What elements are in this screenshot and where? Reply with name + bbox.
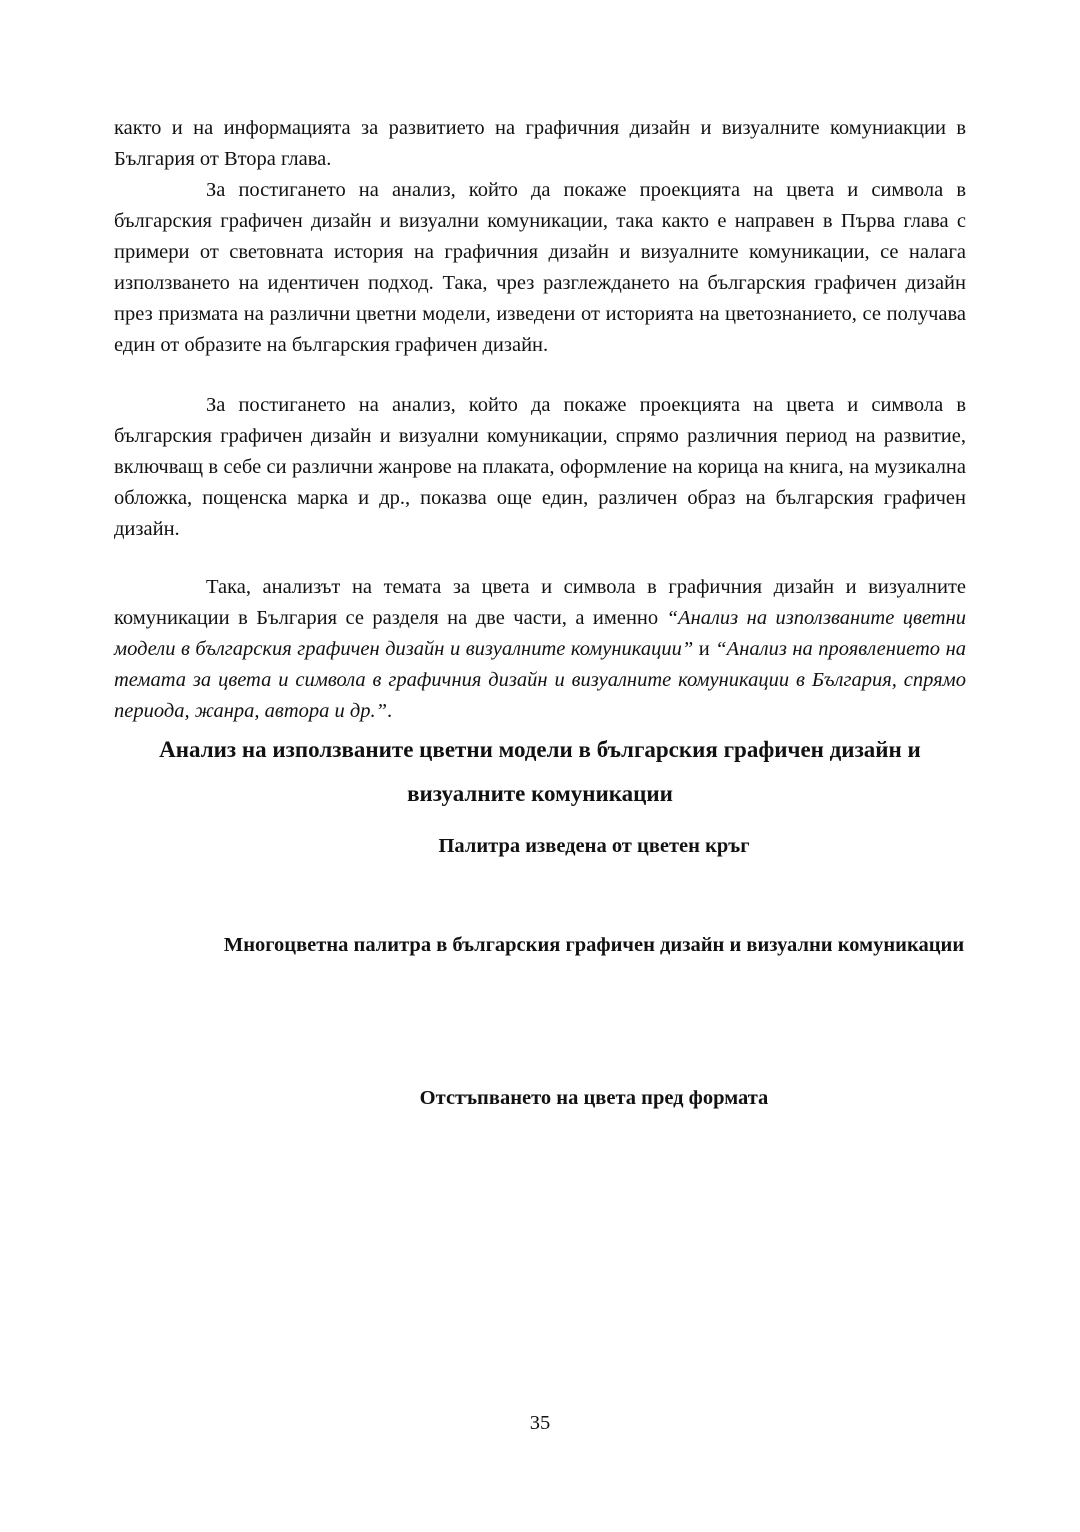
- paragraph-analysis-parts: [114, 572, 966, 727]
- paragraph-analysis-lead: Така, анализът на темата за цвета и символа в графичния дизайн и визуалните комуникации в България се разделя на две части, а именно: [114, 576, 966, 629]
- subsection-heading-color-retreat: Отстъпването на цвета пред формата: [419, 1087, 769, 1109]
- paragraph-analysis-connector: и: [693, 638, 716, 660]
- page-number: 35: [529, 1412, 551, 1434]
- paragraph-continuation: както и на информацията за развитието на графичния дизайн и визуалните комуниакции в България от Втора глава.: [114, 117, 966, 170]
- analysis-part-one-title: “Анализ на използваните цветни модели в българския графичен дизайн и визуалните комуникации”: [114, 607, 966, 660]
- paragraph-period-genre-approach: За постигането на анализ, който да покаже проекцията на цвета и символа в българския графичен дизайн и визуални комуникации, спрямо различния период на развитие, включващ в себе си различни жанрове на плаката, оформление на корица на книга, на музикална обложка, пощенска марка и др., показва още един, различен образ на българския графичен дизайн.: [114, 394, 966, 540]
- analysis-part-two-title: “Анализ на проявлението на темата за цвета и символа в графичния дизайн и визуалните комуникации в България, спрямо периода, жанра, автора и др.”: [114, 638, 966, 722]
- paragraph-analysis-end: .: [387, 700, 393, 722]
- subsection-heading-palette-wheel: Палитра изведена от цветен кръг: [438, 835, 750, 857]
- subsection-heading-multicolor-palette: Многоцветна палитра в българския графичен дизайн и визуални комуникации: [223, 934, 965, 956]
- paragraph-color-models-approach: За постигането на анализ, който да покаже проекцията на цвета и символа в българския графичен дизайн и визуални комуникации, така както е направен в Първа глава с примери от световната история на графичния дизайн и визуалните комуникации, се налага използването на идентичен подход. Така, чрез разглеждането на българския графичен дизайн през призмата на различни цветни модели, изведени от историята на цветознанието, се получава един от образите на българския графичен дизайн.: [114, 179, 966, 356]
- section-heading-color-models: Анализ на използваните цветни модели в българския графичен дизайн и визуалните комуникации: [159, 737, 921, 806]
